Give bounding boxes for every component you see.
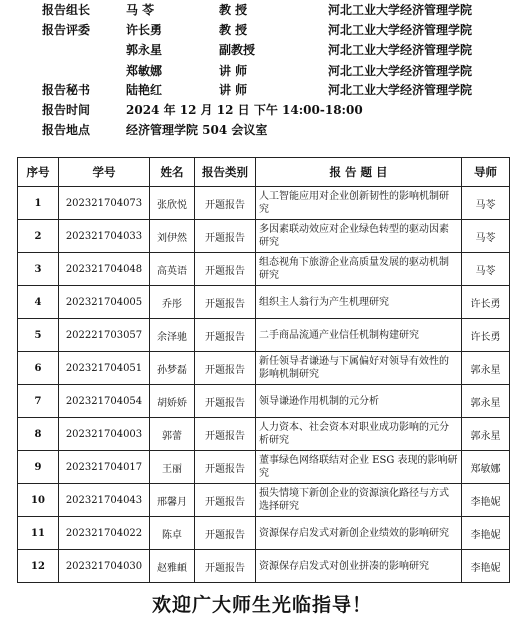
row-report-title: 资源保存启发式对创业拼凑的影响研究 [256, 550, 462, 583]
member-org: 河北工业大学经济管理学院 [328, 3, 473, 17]
row-advisor: 马苓 [462, 187, 510, 220]
row-name: 刘伊然 [150, 220, 195, 253]
row-report-type: 开题报告 [195, 484, 256, 517]
table-row [18, 253, 510, 286]
row-report-title: 资源保存启发式对新创企业绩效的影响研究 [256, 517, 462, 550]
row-name: 余泽驰 [150, 319, 195, 352]
row-report-title: 新任领导者谦逊与下属偏好对领导有效性的影响机制研究 [256, 352, 462, 385]
row-seq: 1 [18, 187, 59, 220]
row-report-title: 组织主人翁行为产生机理研究 [256, 286, 462, 319]
row-report-title: 多因素联动效应对企业绿色转型的驱动因素研究 [256, 220, 462, 253]
row-seq: 4 [18, 286, 59, 319]
row-name: 张欣悦 [150, 187, 195, 220]
row-report-type: 开题报告 [195, 286, 256, 319]
row-report-title: 董事绿色网络联结对企业 ESG 表现的影响研究 [256, 451, 462, 484]
row-student-id: 202321704030 [59, 550, 150, 583]
member-title: 副教授 [219, 43, 256, 57]
table-row [18, 418, 510, 451]
member-name: 许长勇 [126, 23, 163, 37]
row-report-title: 损失情境下新创企业的资源演化路径与方式选择研究 [256, 484, 462, 517]
row-advisor: 郭永星 [462, 352, 510, 385]
row-report-type: 开题报告 [195, 253, 256, 286]
row-advisor: 许长勇 [462, 319, 510, 352]
row-report-title: 人力资本、社会资本对职业成功影响的元分析研究 [256, 418, 462, 451]
judges-label: 报告评委 [42, 23, 91, 37]
leader-label: 报告组长 [42, 3, 91, 17]
row-report-title: 组态视角下旅游企业高质量发展的驱动机制研究 [256, 253, 462, 286]
row-advisor: 许长勇 [462, 286, 510, 319]
row-name: 高英语 [150, 253, 195, 286]
row-seq: 12 [18, 550, 59, 583]
table-row [18, 484, 510, 517]
row-report-type: 开题报告 [195, 418, 256, 451]
table-header-row [18, 158, 510, 187]
time-label: 报告时间 [42, 103, 91, 117]
row-report-type: 开题报告 [195, 187, 256, 220]
table-row [18, 286, 510, 319]
member-name: 陆艳红 [126, 83, 163, 97]
row-name: 郭蕾 [150, 418, 195, 451]
row-name: 乔彤 [150, 286, 195, 319]
row-seq: 3 [18, 253, 59, 286]
welcome-footer: 欢迎广大师生光临指导！ [151, 594, 372, 616]
table-row [18, 352, 510, 385]
row-report-type: 开题报告 [195, 517, 256, 550]
row-report-type: 开题报告 [195, 451, 256, 484]
table-row [18, 517, 510, 550]
row-student-id: 202321704073 [59, 187, 150, 220]
member-org: 河北工业大学经济管理学院 [328, 43, 473, 57]
table-row [18, 319, 510, 352]
table-body [18, 187, 510, 583]
row-student-id: 202321704043 [59, 484, 150, 517]
row-seq: 11 [18, 517, 59, 550]
row-name: 邢馨月 [150, 484, 195, 517]
header-name: 姓名 [150, 158, 195, 187]
member-name: 郭永星 [126, 43, 163, 57]
row-report-title: 领导谦逊作用机制的元分析 [256, 385, 462, 418]
member-title: 教 授 [219, 23, 248, 37]
member-org: 河北工业大学经济管理学院 [328, 64, 473, 78]
row-student-id: 202321704017 [59, 451, 150, 484]
header-report-type: 报告类别 [195, 158, 256, 187]
place-value: 经济管理学院 504 会议室 [126, 123, 268, 137]
time-value: 2024 年 12 月 12 日 下午 14:00-18:00 [126, 103, 363, 117]
place-label: 报告地点 [42, 123, 91, 137]
table-row [18, 451, 510, 484]
table-row [18, 187, 510, 220]
header-seq: 序号 [18, 158, 59, 187]
row-advisor: 马苓 [462, 253, 510, 286]
row-seq: 6 [18, 352, 59, 385]
row-advisor: 郑敏娜 [462, 451, 510, 484]
row-name: 陈卓 [150, 517, 195, 550]
row-student-id: 202321704048 [59, 253, 150, 286]
member-name: 郑敏娜 [126, 64, 163, 78]
header-student-id: 学号 [59, 158, 150, 187]
row-seq: 5 [18, 319, 59, 352]
member-title: 教 授 [219, 3, 248, 17]
member-name: 马 苓 [126, 3, 155, 17]
row-student-id: 202321704033 [59, 220, 150, 253]
row-student-id: 202321704003 [59, 418, 150, 451]
row-report-type: 开题报告 [195, 319, 256, 352]
row-name: 孙梦磊 [150, 352, 195, 385]
table-row [18, 385, 510, 418]
row-report-title: 二手商品流通产业信任机制构建研究 [256, 319, 462, 352]
member-org: 河北工业大学经济管理学院 [328, 83, 473, 97]
secretary-label: 报告秘书 [42, 83, 91, 97]
row-name: 胡娇娇 [150, 385, 195, 418]
row-seq: 9 [18, 451, 59, 484]
row-advisor: 郭永星 [462, 418, 510, 451]
row-name: 赵雅頔 [150, 550, 195, 583]
table-row [18, 220, 510, 253]
row-advisor: 李艳妮 [462, 484, 510, 517]
row-seq: 2 [18, 220, 59, 253]
member-org: 河北工业大学经济管理学院 [328, 23, 473, 37]
header-report-title: 报 告 题 目 [256, 158, 462, 187]
row-seq: 7 [18, 385, 59, 418]
row-report-type: 开题报告 [195, 352, 256, 385]
row-student-id: 202321704051 [59, 352, 150, 385]
row-report-type: 开题报告 [195, 220, 256, 253]
member-title: 讲 师 [219, 64, 248, 78]
row-name: 王丽 [150, 451, 195, 484]
row-seq: 8 [18, 418, 59, 451]
row-student-id: 202321704054 [59, 385, 150, 418]
report-schedule-table [17, 157, 510, 583]
row-student-id: 202321704022 [59, 517, 150, 550]
row-seq: 10 [18, 484, 59, 517]
member-title: 讲 师 [219, 83, 248, 97]
header-advisor: 导师 [462, 158, 510, 187]
row-report-title: 人工智能应用对企业创新韧性的影响机制研究 [256, 187, 462, 220]
row-student-id: 202221703057 [59, 319, 150, 352]
row-advisor: 郭永星 [462, 385, 510, 418]
row-report-type: 开题报告 [195, 550, 256, 583]
row-report-type: 开题报告 [195, 385, 256, 418]
row-advisor: 李艳妮 [462, 517, 510, 550]
table-row [18, 550, 510, 583]
row-advisor: 李艳妮 [462, 550, 510, 583]
row-advisor: 马苓 [462, 220, 510, 253]
row-student-id: 202321704005 [59, 286, 150, 319]
